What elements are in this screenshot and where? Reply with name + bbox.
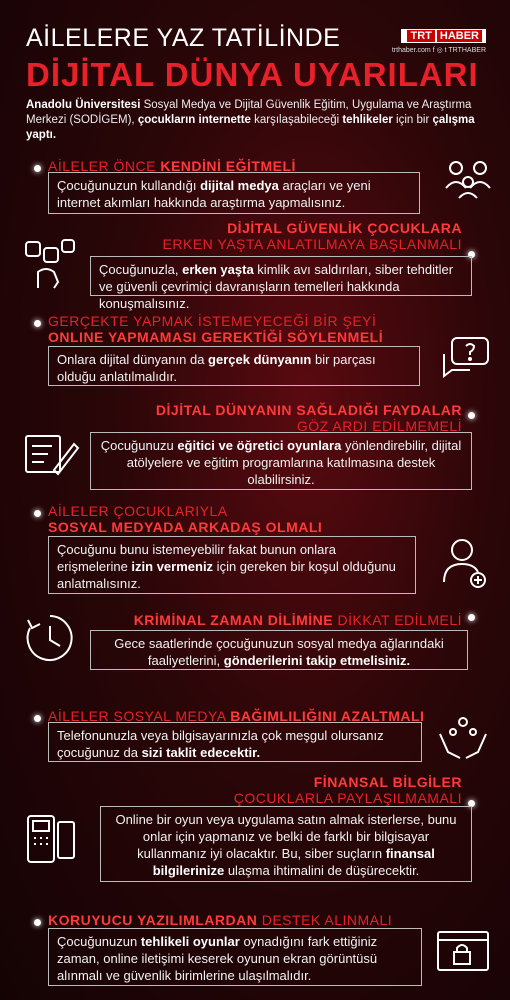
section-1-box: Çocuğunuzun kullandığı dijital medya araçları ve yeni internet akımları hakkında araştırma yapmalısınız.: [48, 172, 420, 214]
section-6-box: Gece saatlerinde çocuğunuzun sosyal medya ağlarındaki faaliyetlerini, gönderilerini takip etmelisiniz.: [90, 630, 468, 670]
card-reader-icon: [24, 812, 80, 866]
section-7-box: Telefonunuzla veya bilgisayarınızla çok meşgul olursanız çocuğunuz da sizi taklit edecektir.: [48, 722, 422, 762]
section-5-title: AİLELER ÇOCUKLARIYLA SOSYAL MEDYADA ARKADAŞ OLMALI: [48, 503, 323, 535]
section-9-box: Çocuğunuzun tehlikeli oyunlar oynadığını fark ettiğiniz zaman, online iletişimi keserek oyunun ekran görüntüsü alınmalı ve güvenlik birimlerine ulaşılmalıdır.: [48, 928, 422, 986]
clock-icon: [24, 612, 76, 664]
pen-paper-icon: [24, 430, 80, 478]
title-line-2: DİJİTAL DÜNYA UYARILARI: [26, 56, 479, 93]
brand-logo[interactable]: [392, 26, 486, 54]
section-2-box: Çocuğunuzla, erken yaşta kimlik avı saldırıları, siber tehditler ve güvenli çevrimiçi davranışların temelleri hakkında konuşmalısınız.: [90, 256, 472, 296]
family-icon: [443, 158, 493, 200]
section-3-box: Onlara dijital dünyanın da gerçek dünyanın bir parçası olduğu anlatılmalıdır.: [48, 346, 420, 386]
brand-name: TRT: [407, 30, 434, 42]
intro-text: Anadolu Üniversitesi Sosyal Medya ve Dijital Güvenlik Eğitim, Uygulama ve Araştırma Merkezi (SODİGEM), çocukların internette karşılaşabileceği tehlikeler için bir çalışma yaptı.: [26, 99, 475, 141]
section-8-title: FİNANSAL BİLGİLER ÇOCUKLARLA PAYLAŞILMAMALI: [233, 774, 462, 806]
section-9-title: KORUYUCU YAZILIMLARDAN DESTEK ALINMALI: [48, 912, 393, 928]
brand-suffix: HABER: [437, 30, 482, 42]
section-4-title: DİJİTAL DÜNYANIN SAĞLADIĞI FAYDALAR GÖZ ARDI EDİLMEMELİ: [155, 402, 462, 434]
section-2-title: DİJİTAL GÜVENLİK ÇOCUKLARA ERKEN YAŞTA ANLATILMAYA BAŞLANMALI: [162, 220, 462, 252]
add-friend-icon: [440, 536, 490, 588]
security-window-icon: [436, 928, 490, 974]
bullet-dot: [34, 320, 41, 327]
hands-network-icon: [438, 712, 488, 762]
chat-question-icon: [440, 336, 490, 382]
section-6-title: KRİMİNAL ZAMAN DİLİMİNE DİKKAT EDİLMELİ: [133, 612, 462, 628]
section-8-box: Online bir oyun veya uygulama satın almak isterlerse, bunu onlar için yapmanız ve belki de farklı bir bilgisayar kullanmanız iyi olacaktır. Bu, siber suçların finansal bilgilerinize ulaşma ihtimalini de düşürecektir.: [100, 806, 472, 882]
section-5-box: Çocuğunu bunu istemeyebilir fakat bunun onlara erişmelerine izin vermeniz için gereken bir koşul olduğunu anlatmalısınız.: [48, 536, 416, 594]
section-4-box: Çocuğunuzu eğitici ve öğretici oyunlara yönlendirebilir, dijital atölyelere ve eğitim programlarına katılmasına destek olabilirsiniz.: [90, 432, 472, 490]
title-line-1: AİLELERE YAZ TATİLİNDE: [26, 24, 341, 52]
brand-socials: trthaber.com f ◎ t TRTHABER: [391, 47, 486, 54]
bullet-dot: [34, 510, 41, 517]
section-3-title: GERÇEKTE YAPMAK İSTEMEYECEĞİ BİR ŞEYİ ONLINE YAPMAMASI GEREKTİĞİ SÖYLENMELİ: [48, 313, 384, 345]
bullet-dot: [468, 614, 475, 621]
social-media-hand-icon: [24, 238, 78, 290]
section-7-title: AİLELER SOSYAL MEDYA BAĞIMLILIĞINI AZALTMALI: [48, 708, 425, 724]
section-1-title: AİLELER ÖNCE KENDİNİ EĞİTMELİ: [48, 158, 296, 174]
bullet-dot: [468, 412, 475, 419]
bullet-dot: [34, 919, 41, 926]
bullet-dot: [34, 165, 41, 172]
bullet-dot: [34, 715, 41, 722]
